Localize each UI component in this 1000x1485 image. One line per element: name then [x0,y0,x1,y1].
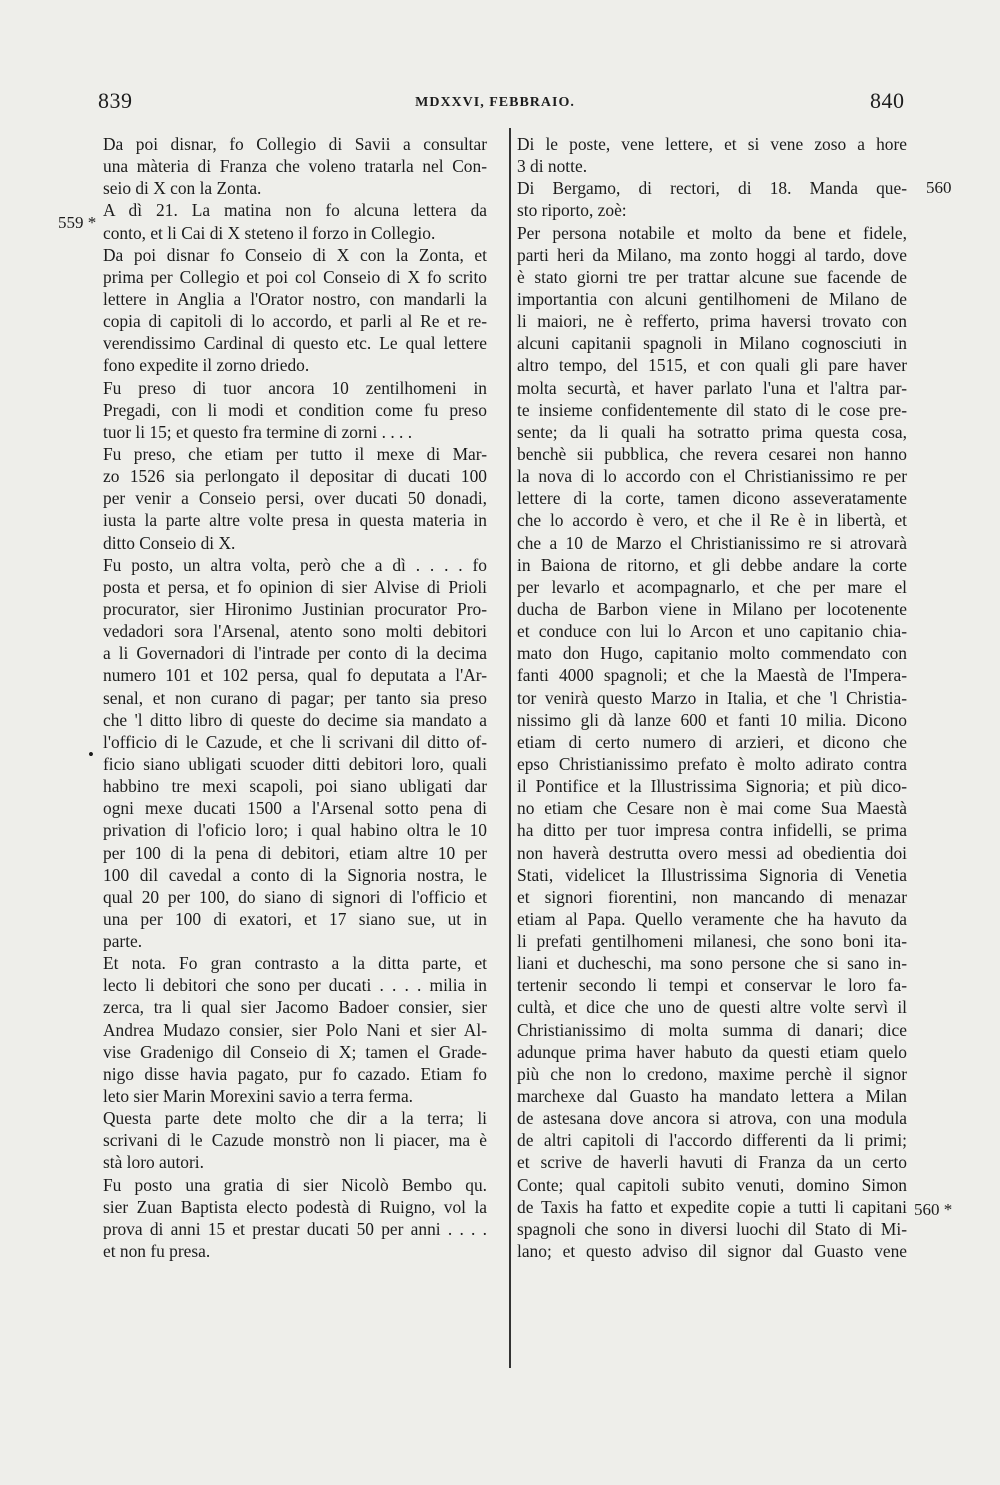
text-line: ditto Conseio di X. [103,532,236,553]
text-line: una màteria di Franza che voleno tratarla nel Con- [103,156,487,177]
text-line: no etiam che Cesare non è mai come Sua Maestà [517,798,907,819]
text-line: nissimo gli dà lanze 600 et fanti 10 milia. Dicono [517,709,907,730]
text-line: 3 di notte. [517,156,588,177]
text-line: la nova di lo accordo con el Christianissimo re per [517,466,907,487]
text-line: de altri capitoli di l'accordo differenti da li primi; [517,1130,907,1151]
text-line: Fu preso di tuor ancora 10 zentilhomeni in [103,377,487,398]
text-line: che 'l ditto libro di queste do decime sia mandato a [103,709,487,730]
text-line: ha ditto per tuor impresa contra infidelli, se prima [517,820,907,841]
text-line: Pregadi, con li modi et condition come fu preso [103,399,487,420]
text-line: altro tempo, del 1515, et con quali gli pare haver [517,355,907,376]
right-column [517,133,907,1262]
text-line: stà loro autori. [103,1152,204,1173]
text-line: procurator, sier Hironimo Justinian procurator Pro- [103,598,487,619]
text-line: è stato giorni tre per trattar alcune sue facende de [517,266,907,287]
text-line: sto riporto, zoè: [517,200,627,221]
left-column [103,133,487,1262]
text-line: tor venirà questo Marzo in Italia, et che 'l Christia- [517,687,907,708]
text-line: importantia con alcuni gentilhomeni de Milano de [517,288,907,309]
text-line: sier Zuan Baptista electo podestà di Ruigno, vol la [103,1196,487,1217]
text-line: iusta la parte altre volte presa in questa materia in [103,510,487,531]
text-line: seio di X con la Zonta. [103,178,262,199]
text-line: molta securtà, et haver parlato l'una et l'altra par- [517,377,907,398]
text-line: sente; da li quali ha sotratto prima questa cosa, [517,421,907,442]
text-line: senal, et non curano di pagar; per tanto sia preso [103,687,487,708]
text-line: 100 dil cavedal a conto di la Signoria nostra, le [103,864,487,885]
text-line: copia di capitoli di lo accordo, et parli al Re et re- [103,311,487,332]
margin-note-559: 559 * [58,213,97,232]
text-line: Da poi disnar fo Conseio di X con la Zonta, et [103,244,487,265]
text-line: et scrive de haverli havuti di Franza da un certo [517,1152,907,1173]
text-line: privation di l'oficio loro; i qual habino oltra le 10 [103,820,487,841]
text-line: nigo disse havia pagato, pur fo cazado. Etiam fo [103,1063,487,1084]
text-line: marchexe dal Guasto ha mandato lettera a Milan [517,1086,907,1107]
text-line: a li Governadori di l'intrade per conto di la decima [103,643,487,664]
text-line: et conduce con lui lo Arcon et uno capitanio chia- [517,621,907,642]
text-line: prova di anni 15 et prestar ducati 50 per anni . . . . [103,1218,487,1239]
text-line: qual 20 per 100, do siano di signori di l'officio et [103,886,487,907]
text-line: vise Gradenigo dil Conseio di X; tamen el Grade- [103,1041,487,1062]
text-line: Fu posto, un altra volta, però che a dì . . . . fo [103,554,487,575]
text-line: Questa parte dete molto che dir a la terra; li [103,1108,487,1129]
text-line: vedadori sora l'Arsenal, atento sono molti debitori [103,621,487,642]
text-line: scrivani di le Cazude monstrò non li piacer, ma è [103,1130,487,1151]
column-divider [509,128,511,1368]
text-line: lettere in Anglia a l'Orator nostro, con mandarli la [103,288,487,309]
text-line: etiam al Papa. Quello veramente che ha havuto da [517,908,907,929]
text-line: lettere di la corte, tamen dicono asseveratamente [517,488,907,509]
text-line: spagnoli che sono in diversi luochi dil Stato di Mi- [517,1218,907,1239]
text-line: et signori fiorentini, non mancando di menazar [517,886,907,907]
text-line: Fu preso, che etiam per tutto il mexe di Mar- [103,443,487,464]
text-line: che lo accordo è vero, et che il Re è in libertà, et [517,510,907,531]
text-line: Per persona notabile et molto da bene et fidele, [517,222,907,243]
text-line: fanti 4000 spagnoli; et che la Maestà de l'Impera- [517,665,907,686]
running-title: MDXXVI, FEBBRAIO. [415,95,575,110]
text-line: benchè sii pubblica, che revera cesarei non hanno [517,443,907,464]
text-line: Da poi disnar, fo Collegio di Savii a consultar [103,134,487,154]
text-line: una per 100 di exatori, et 17 siano sue, ut in [103,908,487,929]
text-line: mato don Hugo, capitanio molto commendato con [517,643,907,664]
text-line: te insieme confidentemente dil stato di le cose pre- [517,399,907,420]
text-line: fono expedite il zorno driedo. [103,355,310,376]
text-line: de Taxis ha fatto et expedite copie a tutti li capitani [517,1196,907,1217]
text-line: non haverà destrutta overo messi ad obedientia doi [517,842,907,863]
text-line: li prefati gentilhomeni milanesi, che sono boni ita- [517,931,907,952]
text-line: che a 10 de Marzo el Christianissimo re si atrovarà [517,532,907,553]
text-line: Andrea Mudazo consier, sier Polo Nani et sier Al- [103,1019,487,1040]
text-line: ducha de Barbon viene in Milano per locotenente [517,598,907,619]
margin-note-560-star: 560 * [914,1200,953,1219]
text-line: per levarlo et acompagnarlo, et che per mare el [517,576,907,597]
text-line: ogni mexe ducati 1500 a l'Arsenal sotto pena di [103,798,487,819]
text-line: leto sier Marin Morexini savio a terra ferma. [103,1086,414,1107]
text-line: conto, et li Cai di X steteno il forzo in Collegio. [103,222,436,243]
text-line: liani et ducheschi, ma sono persone che si sano in- [517,953,907,974]
page-number-left: 839 [98,88,133,113]
text-line: habbino tre mexi scapoli, poi siano ubligati dar [103,776,487,797]
margin-note-560: 560 [926,178,952,197]
text-line: tuor li 15; et questo fra termine di zorni . . . . [103,421,413,442]
text-line: il Pontifice et la Illustrissima Signoria; et più dico- [517,776,907,797]
text-line: adunque prima haver habuto da questi etiam quelo [517,1041,907,1062]
text-line: in Baiona de ritorno, et gli debbe andare la corte [517,554,907,575]
text-line: zo 1526 sia perlongato il depositar di ducati 100 [103,466,487,487]
text-line: parti heri da Milano, ma zonto hoggi al tardo, dove [517,244,907,265]
text-line: cultà, et dice che uno de questi altre volte servì il [517,997,907,1018]
text-line: Di le poste, vene lettere, et si vene zoso a hore [517,134,907,154]
text-line: et non fu presa. [103,1241,211,1262]
text-line: lecto li debitori che sono per ducati . . . . milia in [103,975,487,996]
text-line: Di Bergamo, di rectori, di 18. Manda que- [517,178,907,199]
text-line: Stati, videlicet la Illustrissima Signoria di Venetia [517,864,907,885]
margin-bullet: • [88,745,94,764]
text-line: A dì 21. La matina non fo alcuna lettera da [103,200,487,221]
text-line: Et nota. Fo gran contrasto a la ditta parte, et [103,953,487,974]
text-line: epso Christianissimo prefato è molto adirato contra [517,753,907,774]
text-line: verendissimo Cardinal di questo etc. Le qual lettere [103,333,487,354]
text-line: posta et persa, et fo opinion di sier Alvise di Prioli [103,576,487,597]
text-line: alcuni capitanii spagnoli in Milano cognosciuti in [517,333,907,354]
text-line: lano; et questo adviso dil signor dal Guasto vene [517,1241,907,1262]
text-line: Fu posto una gratia di sier Nicolò Bembo qu. [103,1174,487,1195]
text-line: zerca, tra li qual sier Jacomo Badoer consier, sier [103,997,487,1018]
text-line: tertenir secondo li tempi et conservar le loro fa- [517,975,907,996]
page-number-right: 840 [870,88,905,113]
text-line: per venir a Conseio persi, over ducati 50 donadi, [103,488,487,509]
text-line: li maiori, ne è refferto, prima haversi trovato con [517,311,907,332]
text-line: de astesana dove ancora si atrova, con una modula [517,1108,907,1129]
text-line: l'officio di le Cazude, et che li scrivani dil ditto of- [103,731,487,752]
text-line: ficio siano ubligati scuoder ditti debitori loro, quali [103,753,487,774]
text-line: più che non lo credono, maxime perchè il signor [517,1063,907,1084]
text-line: numero 101 et 102 persa, qual fo deputata a l'Ar- [103,665,487,686]
text-line: per 100 di la pena di debitori, etiam altre 10 per [103,842,487,863]
text-line: etiam di certo numero di arzieri, et dicono che [517,731,907,752]
text-line: parte. [103,931,143,952]
text-line: prima per Collegio et poi col Conseio di X fo scrito [103,266,487,287]
text-line: Conte; qual capitoli subito venuti, domino Simon [517,1174,907,1195]
text-line: Christianissimo di molta summa di danari; dice [517,1019,907,1040]
